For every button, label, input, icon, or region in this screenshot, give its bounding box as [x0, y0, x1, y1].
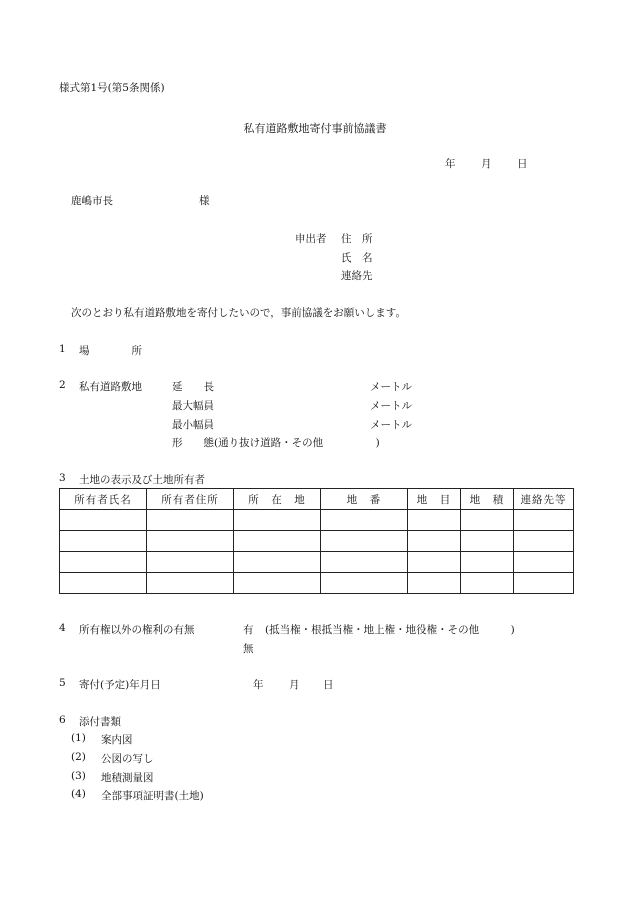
land-table-cell	[461, 552, 514, 573]
rights-no-option: 無	[243, 643, 254, 655]
header-contact: 連絡先等	[514, 489, 574, 510]
applicant-contact-label: 連絡先	[341, 270, 373, 282]
header-lot-number: 地 番	[321, 489, 408, 510]
applicant-label: 申出者	[295, 233, 327, 245]
land-table-cell	[321, 510, 408, 531]
section-6-label: 添付書類	[79, 716, 121, 728]
min-width-unit: メートル	[370, 419, 412, 431]
land-table-cell	[408, 510, 461, 531]
max-width-unit: メートル	[370, 400, 412, 412]
applicant-name-label: 氏 名	[341, 252, 373, 264]
section-4-label: 所有権以外の権利の有無	[79, 624, 195, 636]
land-table-cell	[60, 510, 147, 531]
section-6-number: 6	[59, 714, 66, 726]
land-table-cell	[321, 531, 408, 552]
rights-yes-detail: (抵当権・根抵当権・地上権・地役権・その他 )	[265, 624, 515, 636]
date-year-label: 年	[445, 158, 456, 170]
attachment-cadastral-copy: 公図の写し	[101, 753, 154, 765]
attachment-number: (2)	[71, 751, 86, 763]
land-table-cell	[147, 531, 234, 552]
length-unit: メートル	[370, 381, 412, 393]
header-owner-address: 所有者住所	[147, 489, 234, 510]
attachment-number: (1)	[71, 732, 86, 744]
header-land-category: 地 目	[408, 489, 461, 510]
min-width-label: 最小幅員	[172, 419, 214, 431]
attachment-registry-certificate: 全部事項証明書(土地)	[101, 790, 204, 802]
land-table-row	[60, 552, 574, 573]
land-table-cell	[408, 552, 461, 573]
length-label: 延 長	[172, 381, 214, 393]
land-table-cell	[461, 510, 514, 531]
section-3-label: 土地の表示及び土地所有者	[79, 474, 205, 486]
land-table-body	[60, 510, 574, 594]
document-title: 私有道路敷地寄付事前協議書	[243, 122, 387, 135]
land-table-cell	[514, 510, 574, 531]
land-table-cell	[60, 531, 147, 552]
section-4-number: 4	[59, 622, 66, 634]
section-1-number: 1	[59, 343, 66, 355]
applicant-address-label: 住 所	[341, 233, 373, 245]
land-table-cell	[234, 552, 321, 573]
land-table-cell	[234, 573, 321, 594]
date-month-label: 月	[481, 158, 492, 170]
attachment-guide-map: 案内図	[101, 734, 133, 746]
date-day-label: 日	[517, 158, 528, 170]
donation-month-label: 月	[289, 679, 300, 691]
land-table-cell	[234, 531, 321, 552]
header-location: 所 在 地	[234, 489, 321, 510]
land-table-cell	[147, 573, 234, 594]
land-table-cell	[321, 573, 408, 594]
form-type-label: 形 態(通り抜け道路・その他 )	[172, 437, 380, 449]
land-table-row	[60, 531, 574, 552]
section-1-label: 場 所	[79, 345, 142, 357]
rights-yes-option: 有	[243, 624, 254, 636]
land-table-cell	[408, 531, 461, 552]
attachment-number: (4)	[71, 788, 86, 800]
addressee-name: 鹿嶋市長	[71, 195, 113, 207]
form-number: 様式第1号(第5条関係)	[59, 82, 165, 94]
land-table-cell	[461, 531, 514, 552]
addressee-honorific: 様	[199, 195, 210, 207]
land-table-cell	[408, 573, 461, 594]
land-table	[59, 488, 574, 594]
attachment-survey-map: 地積測量図	[101, 772, 154, 784]
section-2-number: 2	[59, 379, 66, 391]
max-width-label: 最大幅員	[172, 400, 214, 412]
land-table-cell	[60, 573, 147, 594]
header-land-area: 地 積	[461, 489, 514, 510]
header-owner-name: 所有者氏名	[60, 489, 147, 510]
section-3-number: 3	[59, 472, 66, 484]
land-table-cell	[514, 552, 574, 573]
section-5-label: 寄付(予定)年月日	[79, 679, 161, 691]
land-table-cell	[234, 510, 321, 531]
land-table-row	[60, 573, 574, 594]
land-table-cell	[60, 552, 147, 573]
land-table-cell	[147, 510, 234, 531]
donation-day-label: 日	[323, 679, 334, 691]
land-table-cell	[514, 531, 574, 552]
donation-year-label: 年	[253, 679, 264, 691]
land-table-cell	[321, 552, 408, 573]
section-5-number: 5	[59, 677, 66, 689]
land-table-cell	[147, 552, 234, 573]
land-table-row	[60, 510, 574, 531]
attachment-number: (3)	[71, 770, 86, 782]
land-table-cell	[461, 573, 514, 594]
intro-text: 次のとおり私有道路敷地を寄付したいので，事前協議をお願いします。	[71, 307, 406, 319]
land-table-header-row	[60, 489, 574, 510]
land-table-cell	[514, 573, 574, 594]
section-2-label: 私有道路敷地	[79, 381, 142, 393]
